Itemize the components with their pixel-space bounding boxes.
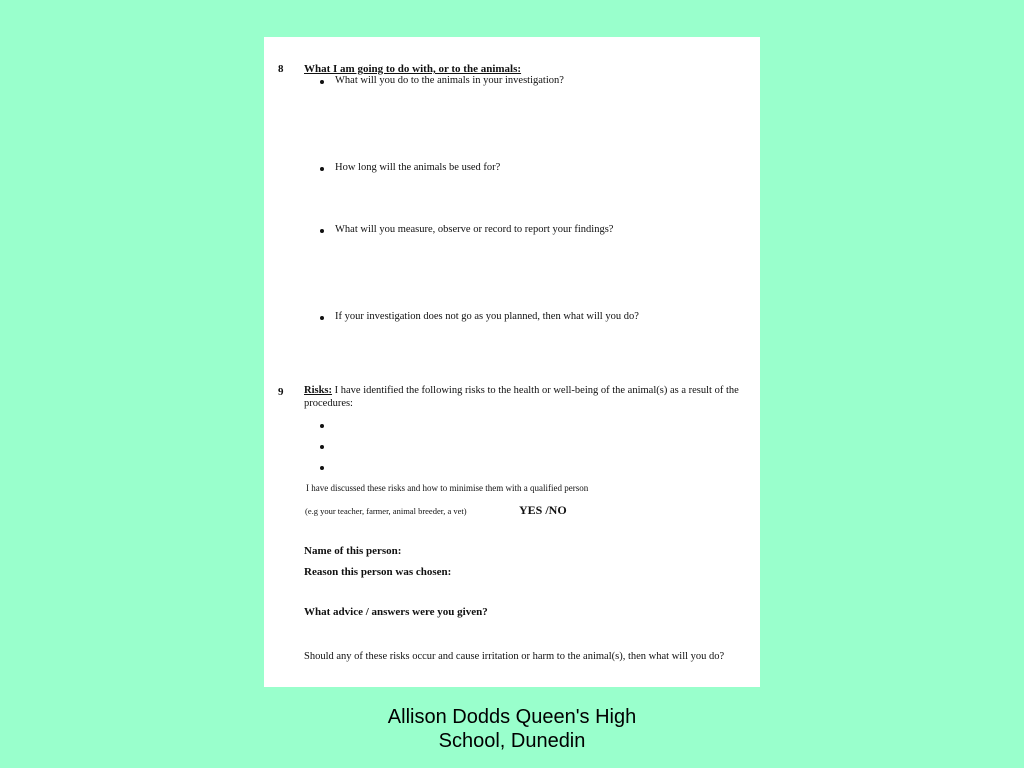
- question-2: How long will the animals be used for?: [335, 162, 501, 173]
- bullet-icon: [320, 466, 324, 470]
- should-text: Should any of these risks occur and cause irritation or harm to the animal(s), then what will you do?: [304, 651, 725, 662]
- advice-label: What advice / answers were you given?: [304, 606, 488, 618]
- question-4: If your investigation does not go as you planned, then what will you do?: [335, 311, 639, 322]
- document-page: [264, 37, 760, 687]
- yes-no: YES /NO: [519, 503, 567, 517]
- question-3: What will you measure, observe or record to report your findings?: [335, 224, 614, 235]
- name-label: Name of this person:: [304, 545, 402, 557]
- bullet-icon: [320, 167, 324, 171]
- bullet-icon: [320, 229, 324, 233]
- section-9-number: 9: [278, 386, 284, 398]
- bullet-icon: [320, 80, 324, 84]
- bullet-icon: [320, 316, 324, 320]
- risks-text: I have identified the following risks to the health or well-being of the animal(s) as a result of the: [334, 385, 739, 396]
- caption-line-1: Allison Dodds Queen's High: [387, 706, 637, 728]
- question-1: What will you do to the animals in your investigation?: [335, 75, 564, 86]
- discussed-line-2: (e.g your teacher, farmer, animal breeder, a vet): [305, 506, 467, 516]
- section-8-number: 8: [278, 63, 284, 75]
- discussed-line-1: I have discussed these risks and how to minimise them with a qualified person: [306, 483, 589, 493]
- risks-line-1: [304, 385, 739, 396]
- risks-label: Risks:: [304, 385, 333, 396]
- slide-caption: [0, 705, 1024, 753]
- bullet-icon: [320, 445, 324, 449]
- risks-line-2: procedures:: [304, 398, 353, 409]
- bullet-icon: [320, 424, 324, 428]
- caption-line-2: School, Dunedin: [438, 730, 586, 752]
- reason-label: Reason this person was chosen:: [304, 566, 452, 578]
- section-8-heading: What I am going to do with, or to the animals:: [304, 63, 522, 75]
